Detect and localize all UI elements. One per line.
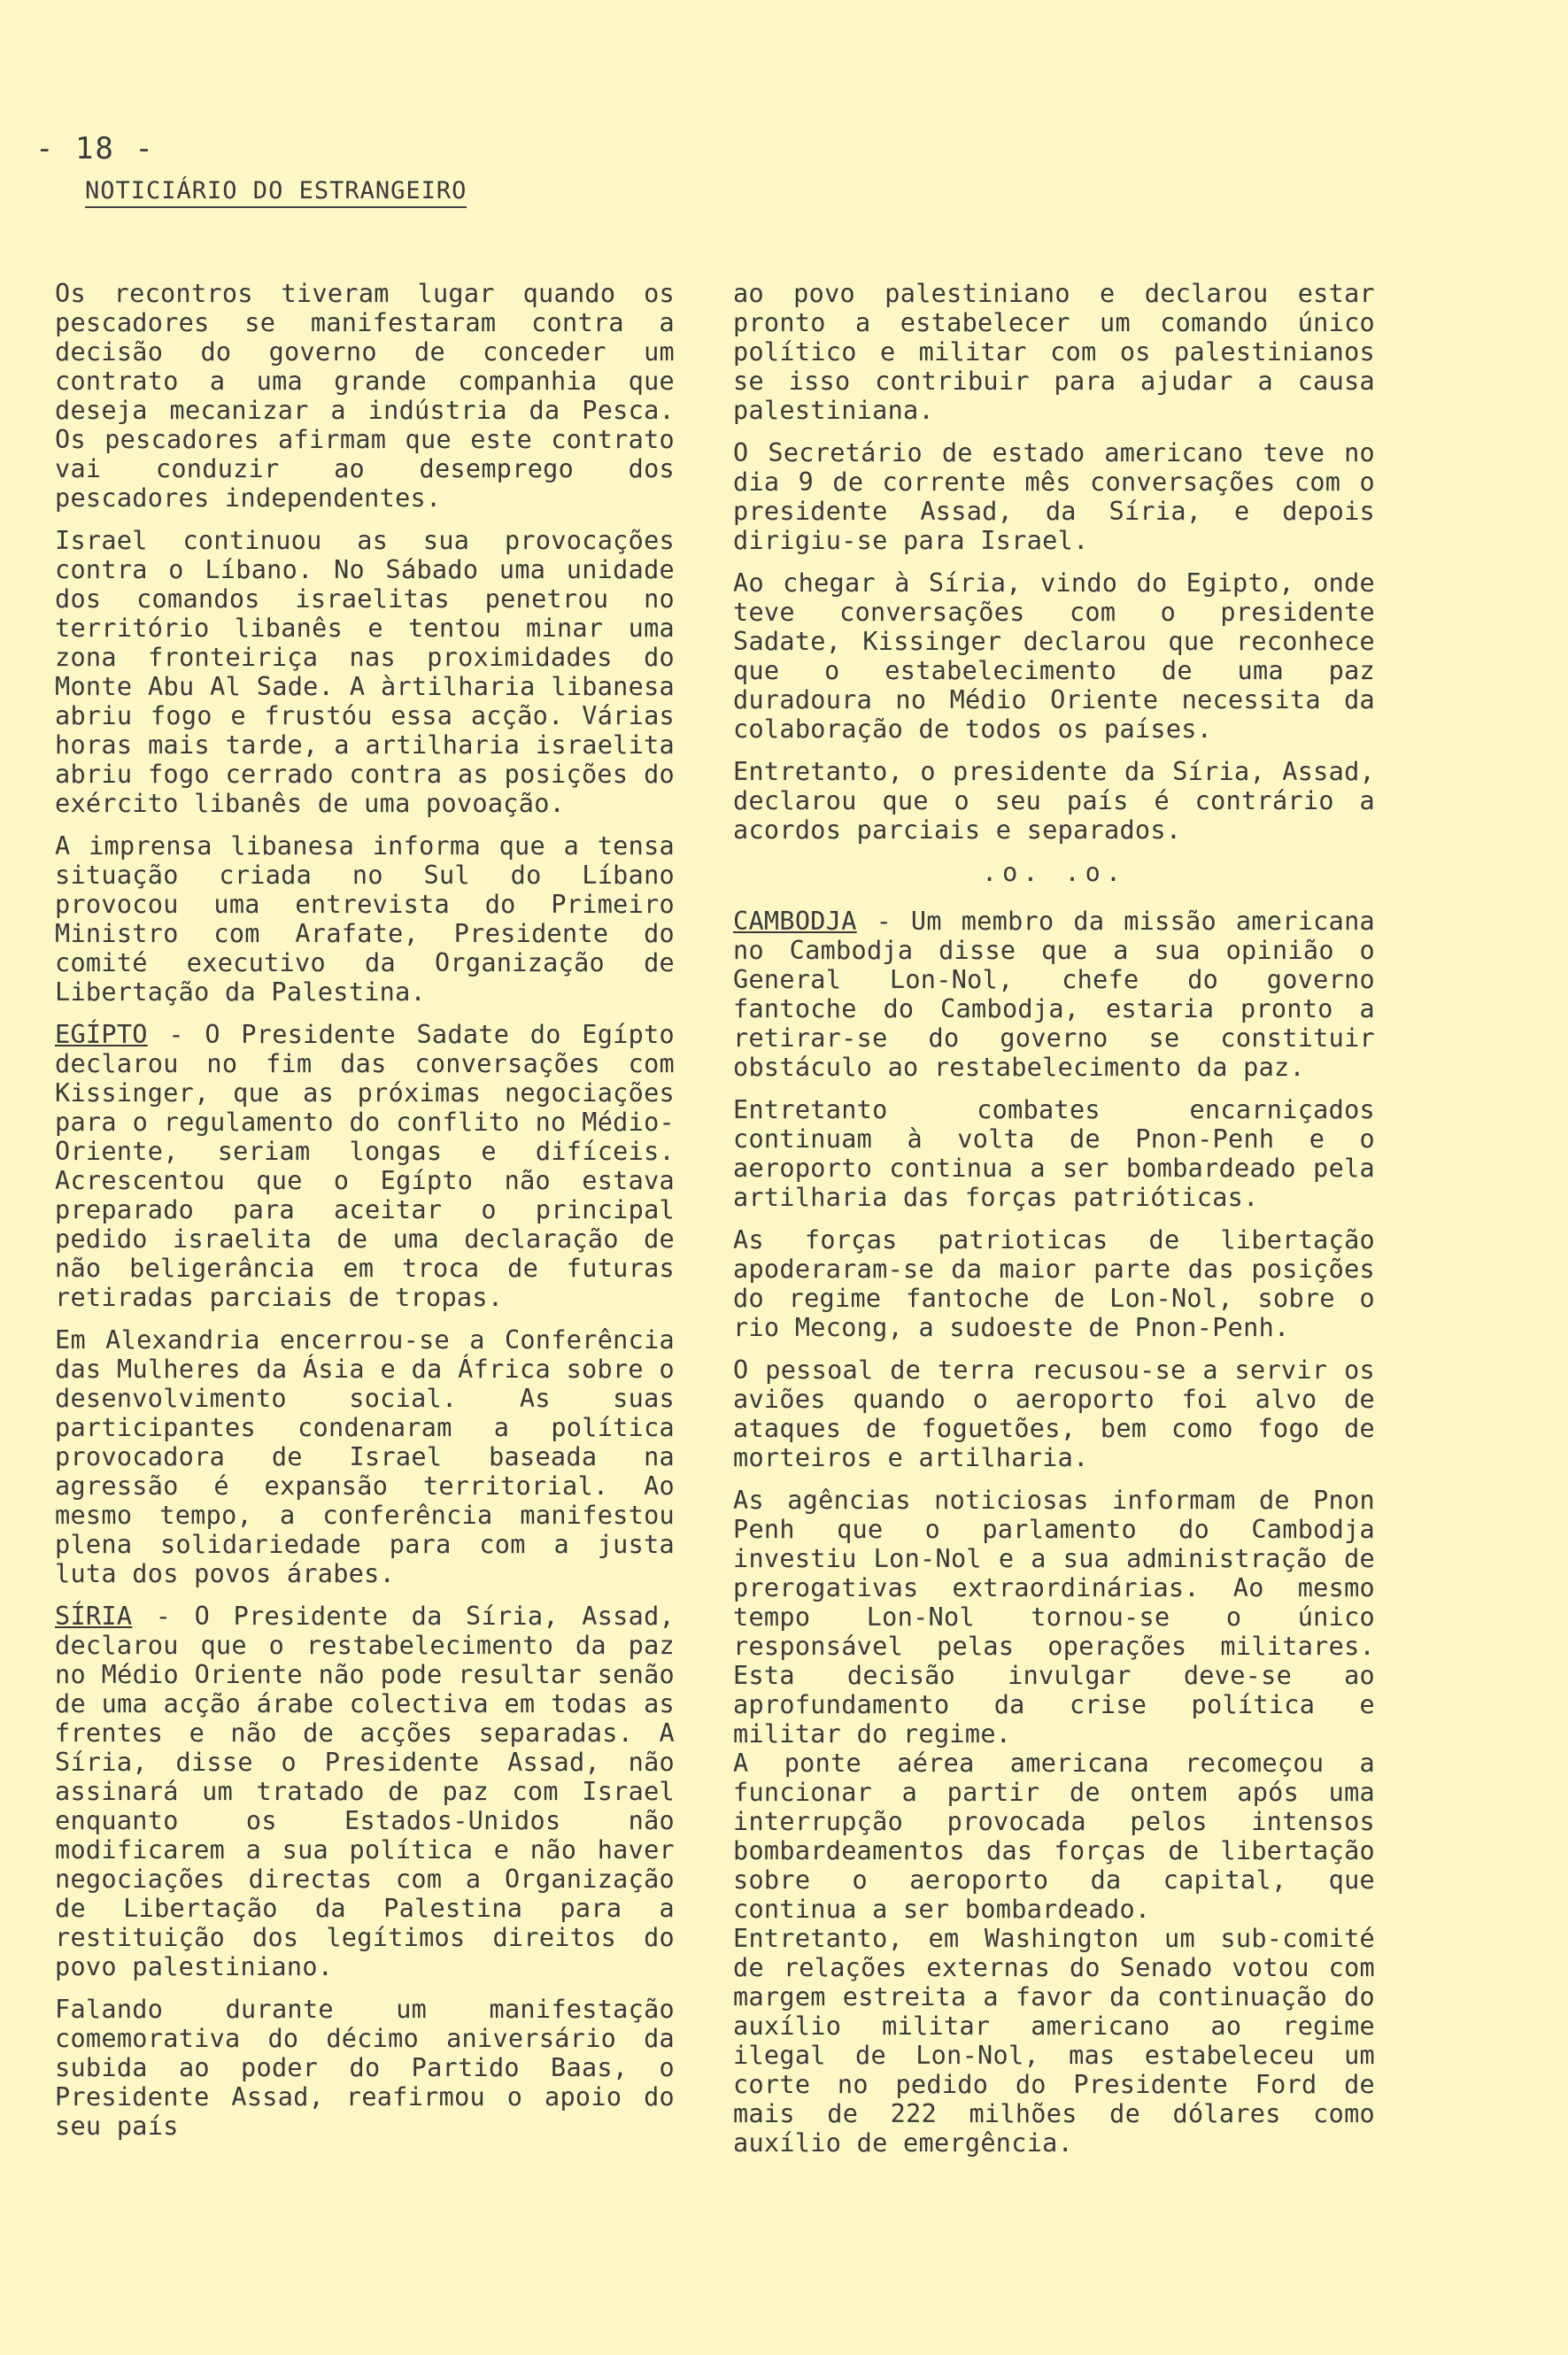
article-paragraph: Entretanto, em Washington um sub-comité de relações externas do Senado votou com margem estreita a favor da continuação do auxílio militar americano ao regime ilegal de Lon-Nol, mas estabeleceu um corte no pedido do Presidente Ford de mais de 222 milhões de dólares como auxílio de emergência.: [733, 1924, 1375, 2158]
article-paragraph: ao povo palestiniano e declarou estar pronto a estabelecer um comando único político e militar com os palestinianos se isso contribuir para ajudar a causa palestiniana.: [733, 279, 1375, 425]
left-column: [55, 279, 675, 2154]
article-paragraph-egipto: EGÍPTO - O Presidente Sadate do Egípto declarou no fim das conversações com Kissinger, que as próximas negociações para o regulamento do conflito no Médio-Oriente, seriam longas e difíceis. Acrescentou que o Egípto não estava preparado para aceitar o principal pedido israelita de uma declaração de não beligerância em troca de futuras retiradas parciais de tropas.: [55, 1020, 675, 1312]
section-separator: .o. .o.: [982, 858, 1126, 887]
article-paragraph: Ao chegar à Síria, vindo do Egipto, onde teve conversações com o presidente Sadate, Kissinger declarou que reconhece que o estabelecimento de uma paz duradoura no Médio Oriente necessita da colaboração de todos os países.: [733, 568, 1375, 744]
article-paragraph-siria: SÍRIA - O Presidente da Síria, Assad, declarou que o restabelecimento da paz no Médio Oriente não pode resultar senão de uma acção árabe colectiva em todas as frentes e não de acções separadas. A Síria, disse o Presidente Assad, não assinará um tratado de paz com Israel enquanto os Estados-Unidos não modificarem a sua política e não haver negociações directas com a Organização de Libertação da Palestina para a restituição dos legítimos direitos do povo palestiniano.: [55, 1602, 675, 1981]
article-paragraph: As agências noticiosas informam de Pnon Penh que o parlamento do Cambodja investiu Lon-Nol e a sua administração de prerogativas extraordinárias. Ao mesmo tempo Lon-Nol tornou-se o único responsável pelas operações militares. Esta decisão invulgar deve-se ao aprofundamento da crise política e militar do regime.: [733, 1486, 1375, 1749]
article-paragraph: O pessoal de terra recusou-se a servir os aviões quando o aeroporto foi alvo de ataques de foguetões, bem como fogo de morteiros e artilharia.: [733, 1355, 1375, 1472]
right-column: [733, 279, 1375, 2171]
article-paragraph: Israel continuou as sua provocações contra o Líbano. No Sábado uma unidade dos comandos israelitas penetrou no território libanês e tentou minar uma zona fronteiriça nas proximidades do Monte Abu Al Sade. A àrtilharia libanesa abriu fogo e frustóu essa acção. Várias horas mais tarde, a artilharia israelita abriu fogo cerrado contra as posições do exército libanês de uma povoação.: [55, 526, 675, 818]
article-paragraph-cambodja: CAMBODJA - Um membro da missão americana no Cambodja disse que a sua opinião o General Lon-Nol, chefe do governo fantoche do Cambodja, estaria pronto a retirar-se do governo se constituir obstáculo ao restabelecimento da paz.: [733, 907, 1375, 1082]
country-heading: CAMBODJA: [733, 907, 857, 936]
section-title: NOTICIÁRIO DO ESTRANGEIRO: [85, 177, 467, 208]
article-paragraph: A ponte aérea americana recomeçou a funcionar a partir de ontem após uma interrupção provocada pelos intensos bombardeamentos das forças de libertação sobre o aeroporto da capital, que continua a ser bombardeado.: [733, 1749, 1375, 1924]
article-paragraph: Entretanto, o presidente da Síria, Assad, declarou que o seu país é contrário a acordos parciais e separados.: [733, 757, 1375, 845]
article-paragraph: O Secretário de estado americano teve no dia 9 de corrente mês conversações com o presidente Assad, da Síria, e depois dirigiu-se para Israel.: [733, 438, 1375, 555]
page-number: - 18 -: [35, 131, 155, 166]
article-paragraph: A imprensa libanesa informa que a tensa situação criada no Sul do Líbano provocou uma entrevista do Primeiro Ministro com Arafate, Presidente do comité executivo da Organização de Libertação da Palestina.: [55, 831, 675, 1007]
article-paragraph: Os recontros tiveram lugar quando os pescadores se manifestaram contra a decisão do governo de conceder um contrato a uma grande companhia que deseja mecanizar a indústria da Pesca. Os pescadores afirmam que este contrato vai conduzir ao desemprego dos pescadores independentes.: [55, 279, 675, 513]
country-heading: SÍRIA: [55, 1602, 133, 1631]
article-paragraph: As forças patrioticas de libertação apoderaram-se da maior parte das posições do regime fantoche de Lon-Nol, sobre o rio Mecong, a sudoeste de Pnon-Penh.: [733, 1225, 1375, 1342]
article-paragraph: Entretanto combates encarniçados continuam à volta de Pnon-Penh e o aeroporto continua a ser bombardeado pela artilharia das forças patrióticas.: [733, 1095, 1375, 1212]
country-heading: EGÍPTO: [55, 1020, 148, 1049]
article-paragraph: Falando durante um manifestação comemorativa do décimo aniversário da subida ao poder do Partido Baas, o Presidente Assad, reafirmou o apoio do seu país: [55, 1995, 675, 2141]
article-paragraph: Em Alexandria encerrou-se a Conferência das Mulheres da Ásia e da África sobre o desenvolvimento social. As suas participantes condenaram a política provocadora de Israel baseada na agressão é expansão territorial. Ao mesmo tempo, a conferência manifestou plena solidariedade para com a justa luta dos povos árabes.: [55, 1325, 675, 1588]
